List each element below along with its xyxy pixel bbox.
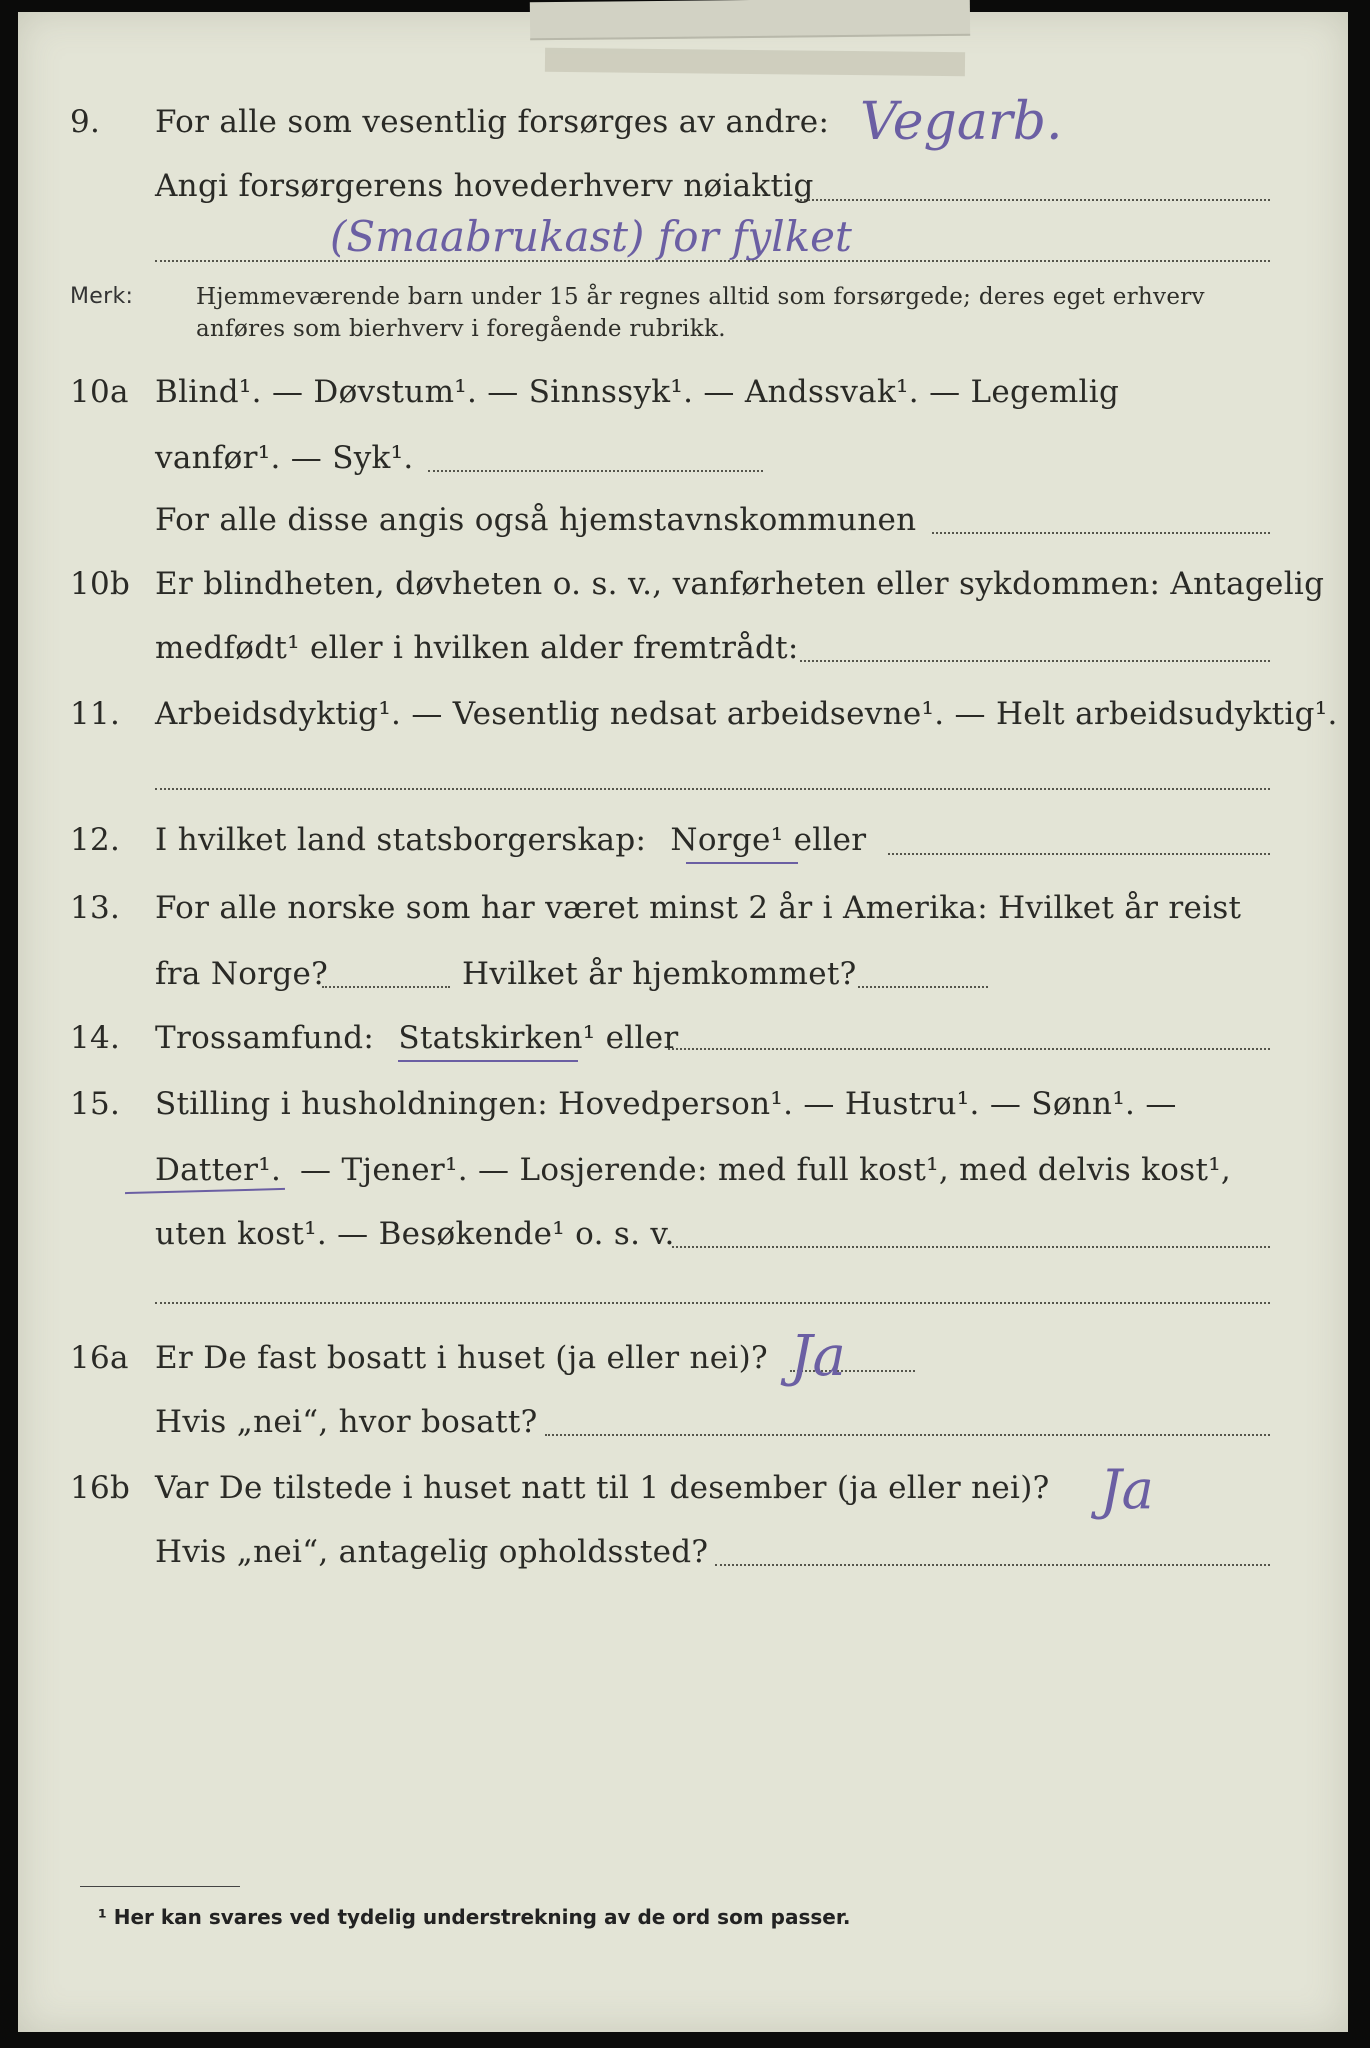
q9-handwritten-answer2: (Smaabrukast) for fylket <box>330 212 852 261</box>
q16b-text2: Hvis „nei“, antagelig opholdssted? <box>155 1534 709 1570</box>
tape-strip-lower <box>545 48 965 76</box>
q13-text1: For alle norske som har været minst 2 år i Amerika: Hvilket år reist <box>155 890 1242 926</box>
q14-number: 14. <box>70 1020 121 1056</box>
q10b-line1 <box>0 566 1370 626</box>
q14-option-statskirken[interactable]: Statskirken¹ <box>398 1020 596 1056</box>
q12-underline-mark <box>686 862 798 864</box>
q9-handwritten-answer: Vegarb. <box>860 92 1063 152</box>
q15-answer-dots2[interactable] <box>155 1302 1270 1304</box>
q12-text <box>155 822 866 858</box>
q16a-line1 <box>0 1340 1370 1400</box>
q10a-home-dots[interactable] <box>932 532 1270 534</box>
q9-answer-dots[interactable] <box>795 199 1270 201</box>
merk-label: Merk: <box>70 284 134 309</box>
q14-text <box>155 1020 679 1056</box>
q10b-text2: medfødt¹ eller i hvilken alder fremtrådt: <box>155 630 799 666</box>
q10a-text2: vanfør¹. — Syk¹. <box>155 440 414 476</box>
q13-return-dots[interactable] <box>858 986 988 988</box>
q16a-text1: Er De fast bosatt i huset (ja eller nei)? <box>155 1340 768 1376</box>
tape-strip <box>530 0 970 40</box>
q10b-text1: Er blindheten, døvheten o. s. v., vanførheten eller sykdommen: Antagelig <box>155 566 1325 602</box>
q16b-text1: Var De tilstede i huset natt til 1 desember (ja eller nei)? <box>155 1470 1050 1506</box>
q10b-number: 10b <box>70 566 131 602</box>
q16a-handwritten-answer: Ja <box>790 1324 846 1389</box>
q12-option-norge[interactable]: Norge¹ <box>670 822 784 858</box>
q11-answer-dots[interactable] <box>155 788 1270 790</box>
merk-text1: Hjemmeværende barn under 15 år regnes alltid som forsørgede; deres eget erhverv <box>196 284 1205 310</box>
q16b-line1 <box>0 1470 1370 1530</box>
q15-line1 <box>0 1086 1370 1146</box>
q10a-answer-dots[interactable] <box>428 470 763 472</box>
q15-number: 15. <box>70 1086 121 1122</box>
q14-suffix: eller <box>605 1020 679 1056</box>
q16a-place-dots[interactable] <box>545 1434 1270 1436</box>
merk-text2: anføres som bierhverv i foregående rubrikk. <box>196 316 726 342</box>
q9-answer-dots2[interactable] <box>155 260 1270 262</box>
q13-text2b: Hvilket år hjemkommet? <box>462 956 857 992</box>
q15-text1: Stilling i husholdningen: Hovedperson¹. — Hustru¹. — Sønn¹. — <box>155 1086 1177 1122</box>
q16b-place-dots[interactable] <box>715 1564 1270 1566</box>
merk-line2 <box>0 316 1370 356</box>
footnote-rule <box>80 1886 240 1887</box>
q10b-answer-dots[interactable] <box>800 660 1270 662</box>
q15-answer-dots[interactable] <box>672 1246 1270 1248</box>
q12-answer-dots[interactable] <box>888 853 1270 855</box>
q15-text2: — Tjener¹. — Losjerende: med full kost¹, med delvis kost¹, <box>300 1152 1232 1188</box>
q14-line <box>0 1020 1370 1080</box>
q13-line2 <box>0 956 1370 1016</box>
q16b-number: 16b <box>70 1470 131 1506</box>
q13-line1 <box>0 890 1370 950</box>
q14-prefix: Trossamfund: <box>155 1020 375 1056</box>
q14-underline-mark <box>398 1060 578 1062</box>
q15-option-datter[interactable]: Datter¹. <box>155 1152 282 1188</box>
q10a-line1 <box>0 374 1370 434</box>
q9-text1: For alle som vesentlig forsørges av andre: <box>155 104 830 140</box>
q11-number: 11. <box>70 696 121 732</box>
q10a-text1: Blind¹. — Døvstum¹. — Sinnssyk¹. — Andssvak¹. — Legemlig <box>155 374 1120 410</box>
q15-text3: uten kost¹. — Besøkende¹ o. s. v. <box>155 1216 675 1252</box>
q16a-number: 16a <box>70 1340 129 1376</box>
q11-line1 <box>0 696 1370 756</box>
q15-line2 <box>0 1152 1370 1212</box>
footnote: ¹ Her kan svares ved tydelig understrekning av de ord som passer. <box>98 1905 851 1929</box>
q9-line1 <box>0 104 1370 164</box>
q12-line <box>0 822 1370 882</box>
q9-text2: Angi forsørgerens hovederhverv nøiaktig <box>155 168 814 204</box>
q12-suffix: eller <box>793 822 867 858</box>
q13-text2a: fra Norge? <box>155 956 329 992</box>
q12-prefix: I hvilket land statsborgerskap: <box>155 822 647 858</box>
q11-text1: Arbeidsdyktig¹. — Vesentlig nedsat arbeidsevne¹. — Helt arbeidsudyktig¹. <box>155 696 1338 732</box>
q9-number: 9. <box>70 104 101 140</box>
q13-left-dots[interactable] <box>322 986 450 988</box>
q12-number: 12. <box>70 822 121 858</box>
q14-answer-dots[interactable] <box>668 1048 1270 1050</box>
q16b-handwritten-answer: Ja <box>1100 1458 1154 1521</box>
q13-number: 13. <box>70 890 121 926</box>
q10a-text3: For alle disse angis også hjemstavnskommunen <box>155 502 917 538</box>
q16a-text2: Hvis „nei“, hvor bosatt? <box>155 1404 538 1440</box>
q10a-number: 10a <box>70 374 129 410</box>
